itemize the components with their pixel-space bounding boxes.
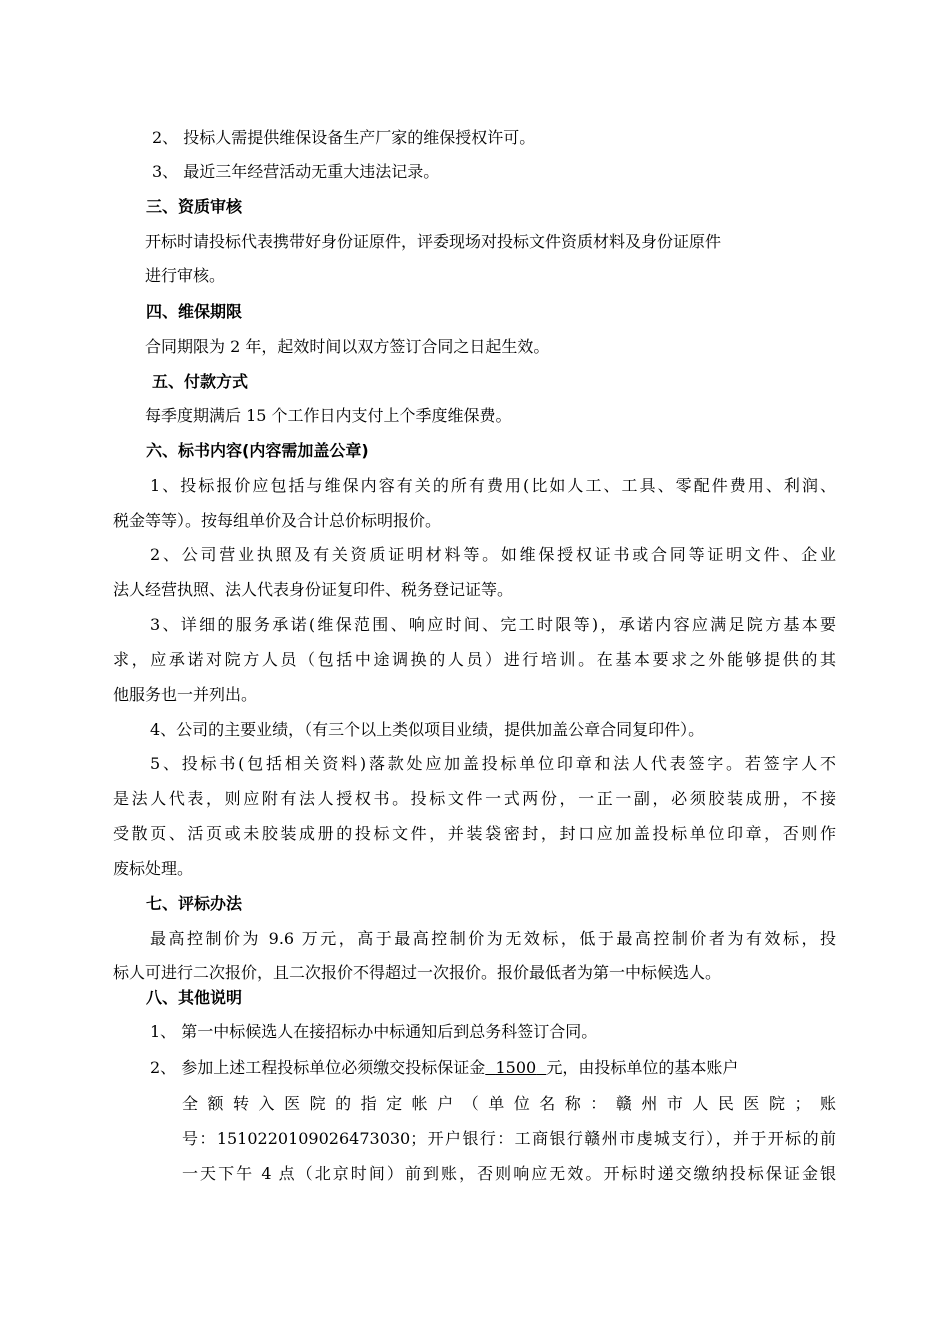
section-heading-other-notes: 八、其他说明 [146, 988, 243, 1007]
maintenance-period-text: 合同期限为 2 年，起效时间以双方签订合同之日起生效。 [145, 337, 550, 356]
bid-contents-item-3-line-2: 求，应承诺对院方人员（包括中途调换的人员）进行培训。在基本要求之外能够提供的其 [113, 650, 836, 669]
section-heading-bid-contents: 六、标书内容(内容需加盖公章) [146, 441, 369, 460]
section-heading-maintenance-period: 四、维保期限 [146, 302, 243, 321]
bid-contents-item-2-line-1: 2、公司营业执照及有关资质证明材料等。如维保授权证书或合同等证明文件、企业 [150, 545, 836, 564]
other-notes-item-2-line-1 [150, 1057, 738, 1079]
deposit-amount: 1500 [495, 1058, 537, 1077]
section-heading-qualification-review: 三、资质审核 [146, 197, 243, 216]
qualification-review-text-2: 进行审核。 [145, 266, 226, 285]
bid-contents-item-1-line-1: 1、投标报价应包括与维保内容有关的所有费用(比如人工、工具、零配件费用、利润、 [150, 476, 836, 495]
other-notes-item-2-line-2: 全额转入医院的指定帐户（单位名称：赣州市人民医院；账 [182, 1094, 836, 1113]
bid-contents-item-5-line-1: 5、投标书(包括相关资料)落款处应加盖投标单位印章和法人代表签字。若签字人不 [150, 754, 836, 773]
bid-contents-item-5-line-4: 废标处理。 [113, 859, 194, 878]
other-notes-item-2-line-3: 号：151022010902647303​0；开户银行：工商银行赣州市虔城支行），并于开标的前 [182, 1129, 836, 1148]
clause-2-authorization: 2、 投标人需提供维保设备生产厂家的维保授权许可。 [152, 128, 536, 147]
clause-3-no-violation: 3、 最近三年经营活动无重大违法记录。 [152, 162, 440, 181]
bid-contents-item-3-line-1: 3、详细的服务承诺(维保范围、响应时间、完工时限等)，承诺内容应满足院方基本要 [150, 615, 836, 634]
evaluation-method-text-1: 最高控制价为 9.6 万元，高于最高控制价为无效标，低于最高控制价者为有效标，投 [150, 929, 836, 948]
bid-contents-item-4: 4、公司的主要业绩，（有三个以上类似项目业绩，提供加盖公章合同复印件）。 [150, 720, 705, 739]
qualification-review-text-1: 开标时请投标代表携带好身份证原件，评委现场对投标文件资质材料及身份证原件 [145, 232, 722, 251]
other-notes-item-1: 1、 第一中标候选人在接招标办中标通知后到总务科签订合同。 [150, 1022, 598, 1041]
deposit-text-before-amount: 2、 参加上述工程投标单位必须缴交投标保证金 [150, 1058, 486, 1077]
other-notes-item-2-line-4: 一天下午 4 点（北京时间）前到账，否则响应无效。开标时递交缴纳投标保证金银 [182, 1164, 836, 1183]
section-heading-evaluation-method: 七、评标办法 [146, 894, 243, 913]
bid-contents-item-5-line-3: 受散页、活页或未胶装成册的投标文件，并装袋密封，封口应加盖投标单位印章，否则作 [113, 824, 836, 843]
evaluation-method-text-2: 标人可进行二次报价，且二次报价不得超过一次报价。报价最低者为第一中标候选人。 [113, 963, 722, 982]
bid-contents-item-2-line-2: 法人经营执照、法人代表身份证复印件、税务登记证等。 [113, 580, 514, 599]
section-heading-payment-method: 五、付款方式 [152, 372, 249, 391]
payment-method-text: 每季度期满后 15 个工作日内支付上个季度维保费。 [145, 406, 512, 425]
bid-contents-item-3-line-3: 他服务也一并列出。 [113, 685, 258, 704]
bid-contents-item-5-line-2: 是法人代表，则应附有法人授权书。投标文件一式两份，一正一副，必须胶装成册，不接 [113, 789, 836, 808]
deposit-text-after-amount: 元，由投标单位的基本账户 [546, 1058, 739, 1077]
bid-contents-item-1-line-2: 税金等等）。按每组单价及合计总价标明报价。 [113, 511, 442, 530]
